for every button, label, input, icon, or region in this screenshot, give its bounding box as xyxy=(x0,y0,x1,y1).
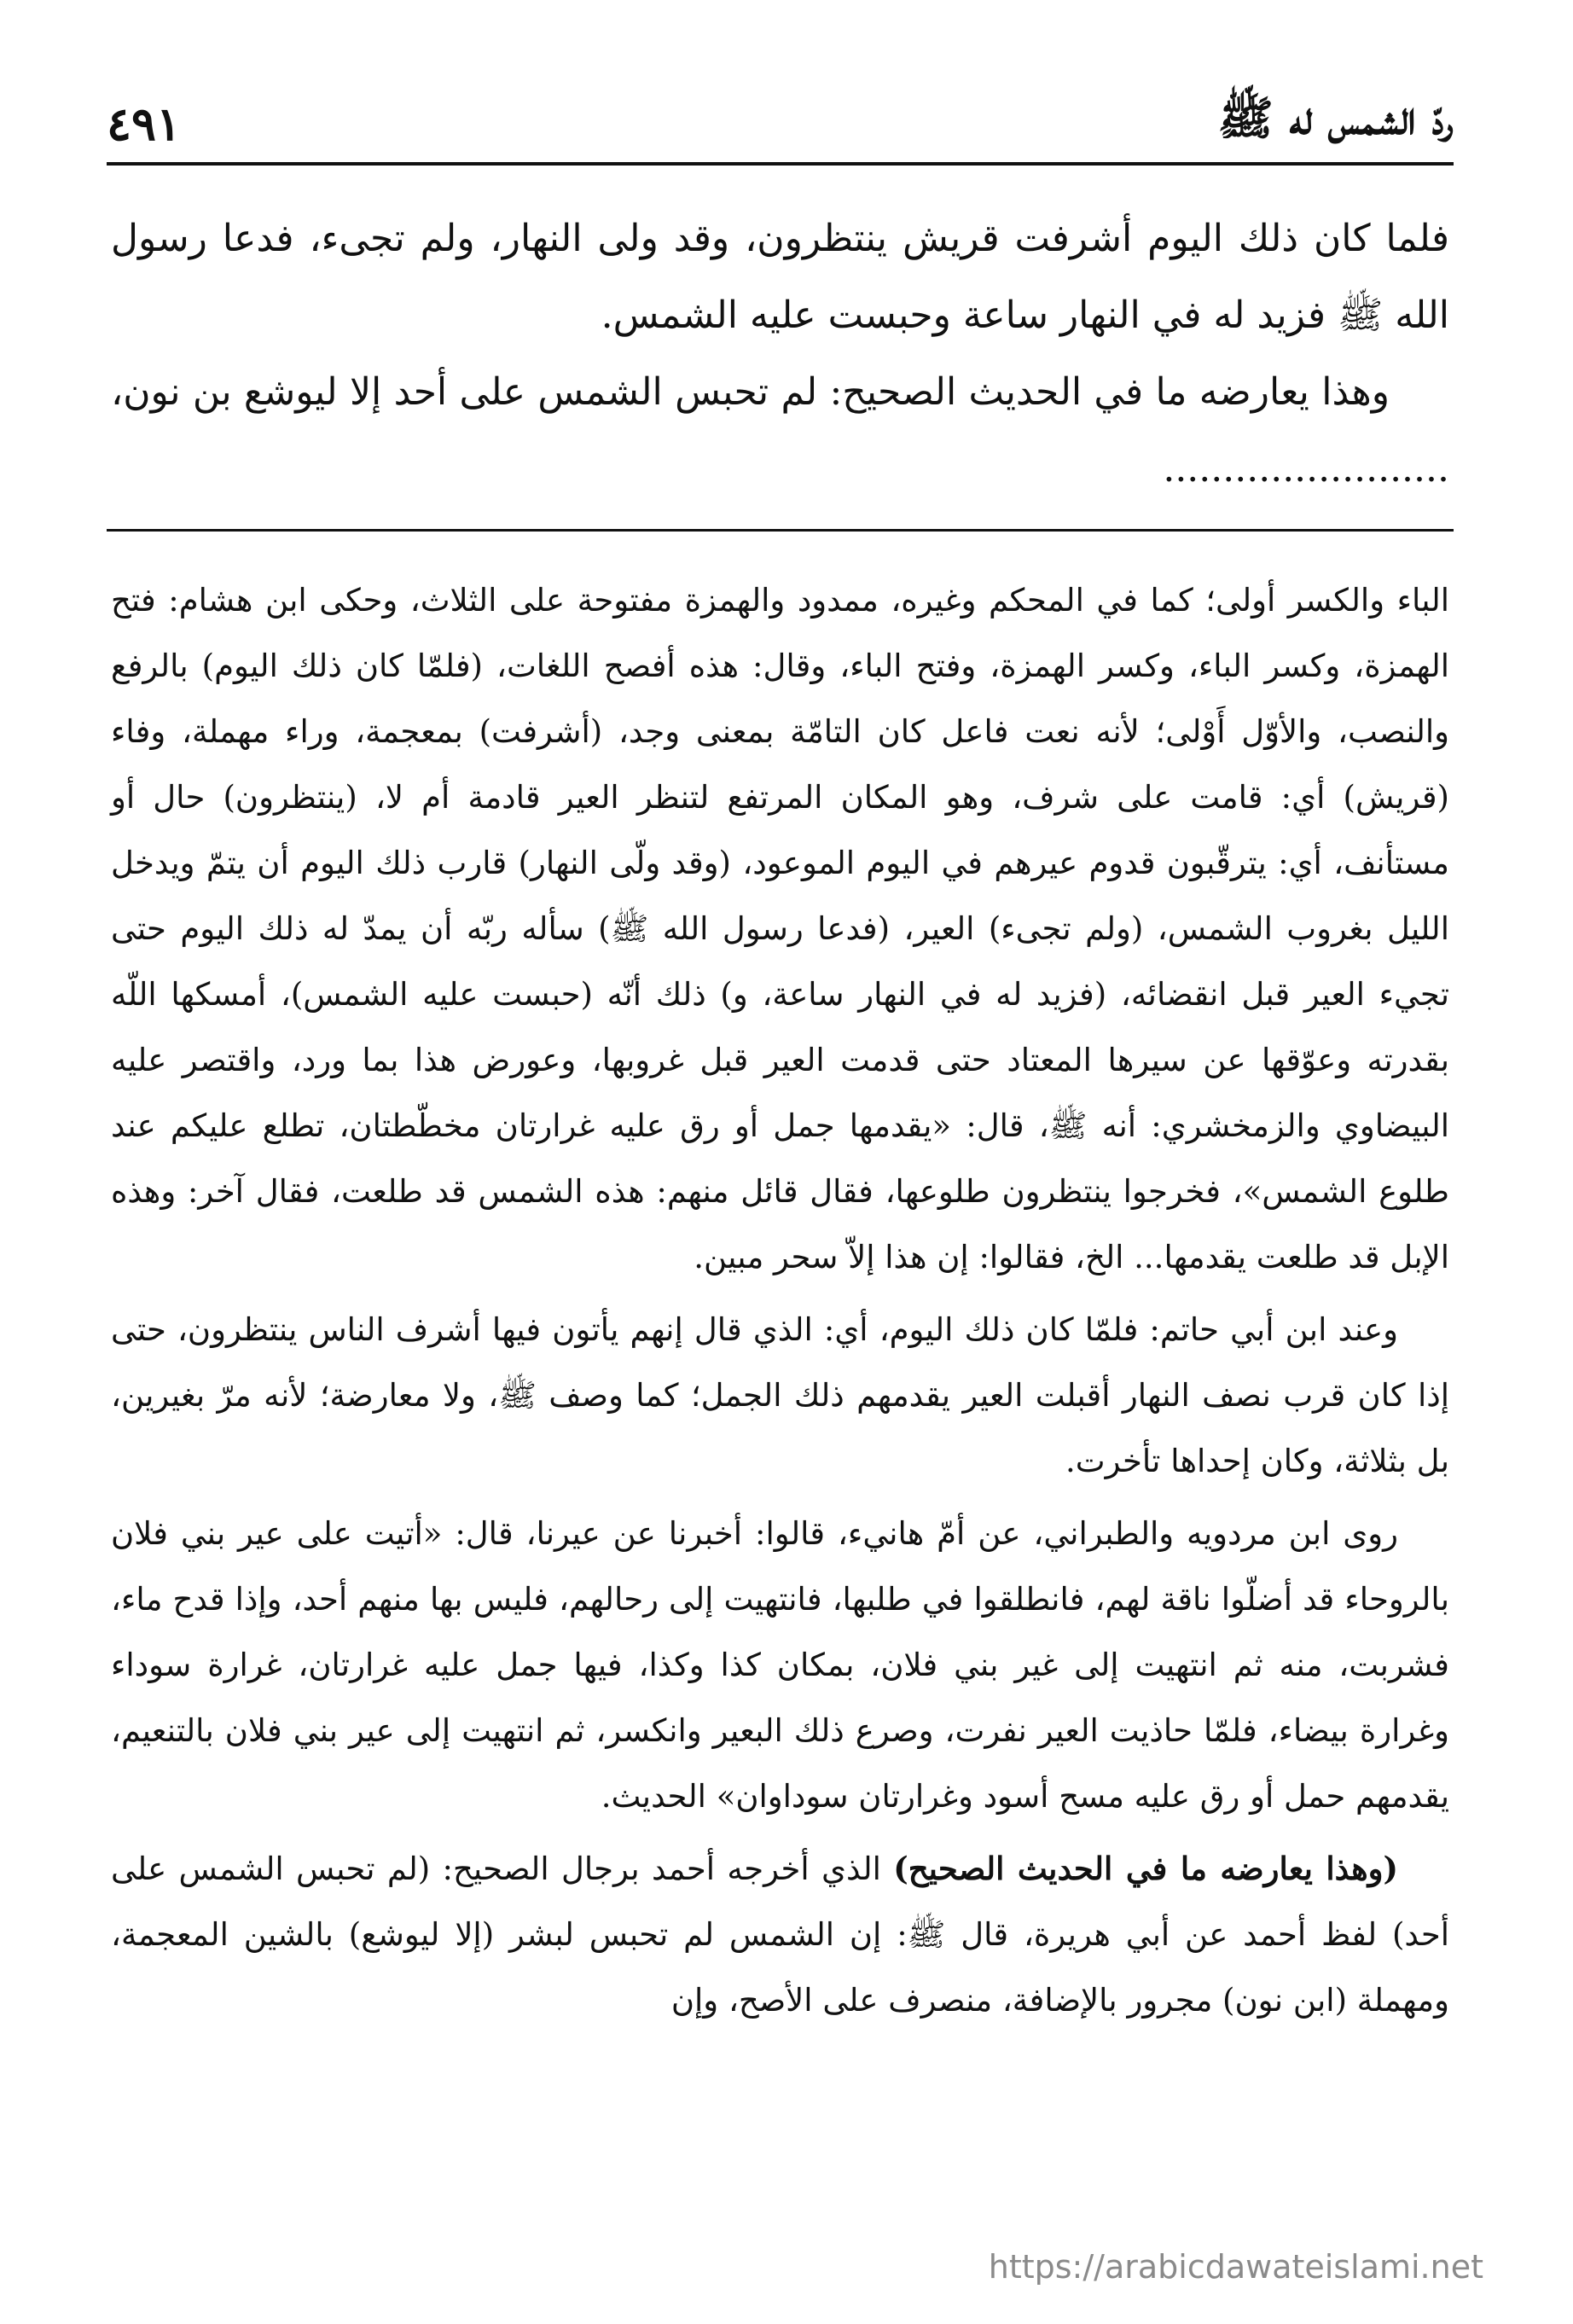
page-number: ٤٩١ xyxy=(107,96,182,151)
page-header xyxy=(107,85,1454,162)
main-text-paragraph: فلما كان ذلك اليوم أشرفت قريش ينتظرون، وقد ولى النهار، ولم تجىء، فدعا رسول الله ﷺ فزيد له في النهار ساعة وحبست عليه الشمس. xyxy=(111,217,1449,337)
commentary-paragraph xyxy=(111,1836,1449,2033)
commentary-text: الذي أخرجه أحمد برجال الصحيح: (لم تحبس الشمس على أحد) لفظ أحمد عن أبي هريرة، قال ﷺ: إن الشمس لم تحبس لبشر (إلا ليوشع) بالشين المعجمة، ومهملة (ابن نون) مجرور بالإضافة، منصرف على الأصح، وإن xyxy=(111,1850,1449,2019)
watermark-url: https://arabicdawateislami.net xyxy=(988,2248,1483,2286)
separator-rule xyxy=(107,529,1454,532)
quoted-lemma: (وهذا يعارضه ما في الحديث الصحيح) xyxy=(893,1850,1398,1887)
header-rule xyxy=(107,162,1454,166)
main-text-paragraph: وهذا يعارضه ما في الحديث الصحيح: لم تحبس الشمس على أحد إلا ليوشع بن نون، ........................ xyxy=(111,370,1449,491)
commentary xyxy=(111,567,1449,2040)
main-text xyxy=(111,200,1449,508)
commentary-paragraph: الباء والكسر أولى؛ كما في المحكم وغيره، ممدود والهمزة مفتوحة على الثلاث، وحكى ابن هشام: فتح الهمزة، وكسر الباء، وكسر الهمزة، وفتح الباء، وقال: هذه أفصح اللغات، (فلمّا كان ذلك اليوم) بالرفع والنصب، والأوّل أَوْلى؛ لأنه نعت فاعل كان التامّة بمعنى وجد، (أشرفت) بمعجمة، وراء مهملة، وفاء (قريش) أي: قامت على شرف، وهو المكان المرتفع لتنظر العير قادمة أم لا، (ينتظرون) حال أو مستأنف، أي: يترقّبون قدوم عيرهم في اليوم الموعود، (وقد ولّى النهار) قارب ذلك اليوم أن يتمّ ويدخل الليل بغروب الشمس، (ولم تجىء) العير، (فدعا رسول الله ﷺ) سأله ربّه أن يمدّ له ذلك اليوم حتى تجيء العير قبل انقضائه، (فزيد له في النهار ساعة، و) ذلك أنّه (حبست عليه الشمس)، أمسكها اللّه بقدرته وعوّقها عن سيرها المعتاد حتى قدمت العير قبل غروبها، وعورض هذا بما ورد، واقتصر عليه البيضاوي والزمخشري: أنه ﷺ، قال: «يقدمها جمل أو رق عليه غرارتان مخطّطتان، تطلع عليكم عند طلوع الشمس»، فخرجوا ينتظرون طلوعها، فقال قائل منهم: هذه الشمس قد طلعت، فقال آخر: وهذه الإبل قد طلعت يقدمها... الخ، فقالوا: إن هذا إلاّ سحر مبين. xyxy=(111,582,1449,1275)
running-title: ردّ الشمس له ﷺ xyxy=(1217,90,1454,145)
commentary-paragraph: روى ابن مردويه والطبراني، عن أمّ هانيء، قالوا: أخبرنا عن عيرنا، قال: «أتيت على عير بني فلان بالروحاء قد أضلّوا ناقة لهم، فانطلقوا في طلبها، فانتهيت إلى رحالهم، فليس بها منهم أحد، وإذا قدح ماء، فشربت، منه ثم انتهيت إلى غير بني فلان، بمكان كذا وكذا، فيها جمل عليه غرارتان، غرارة سوداء وغرارة بيضاء، فلمّا حاذيت العير نفرت، وصرع ذلك البعير وانكسر، ثم انتهيت إلى عير بني فلان بالتنعيم، يقدمهم حمل أو رق عليه مسح أسود وغرارتان سوداوان» الحديث. xyxy=(111,1515,1449,1815)
commentary-paragraph: وعند ابن أبي حاتم: فلمّا كان ذلك اليوم، أي: الذي قال إنهم يأتون فيها أشرف الناس ينتظرون، حتى إذا كان قرب نصف النهار أقبلت العير يقدمهم ذلك الجمل؛ كما وصف ﷺ، ولا معارضة؛ لأنه مرّ بغيرين، بل بثلاثة، وكان إحداها تأخرت. xyxy=(111,1311,1449,1479)
